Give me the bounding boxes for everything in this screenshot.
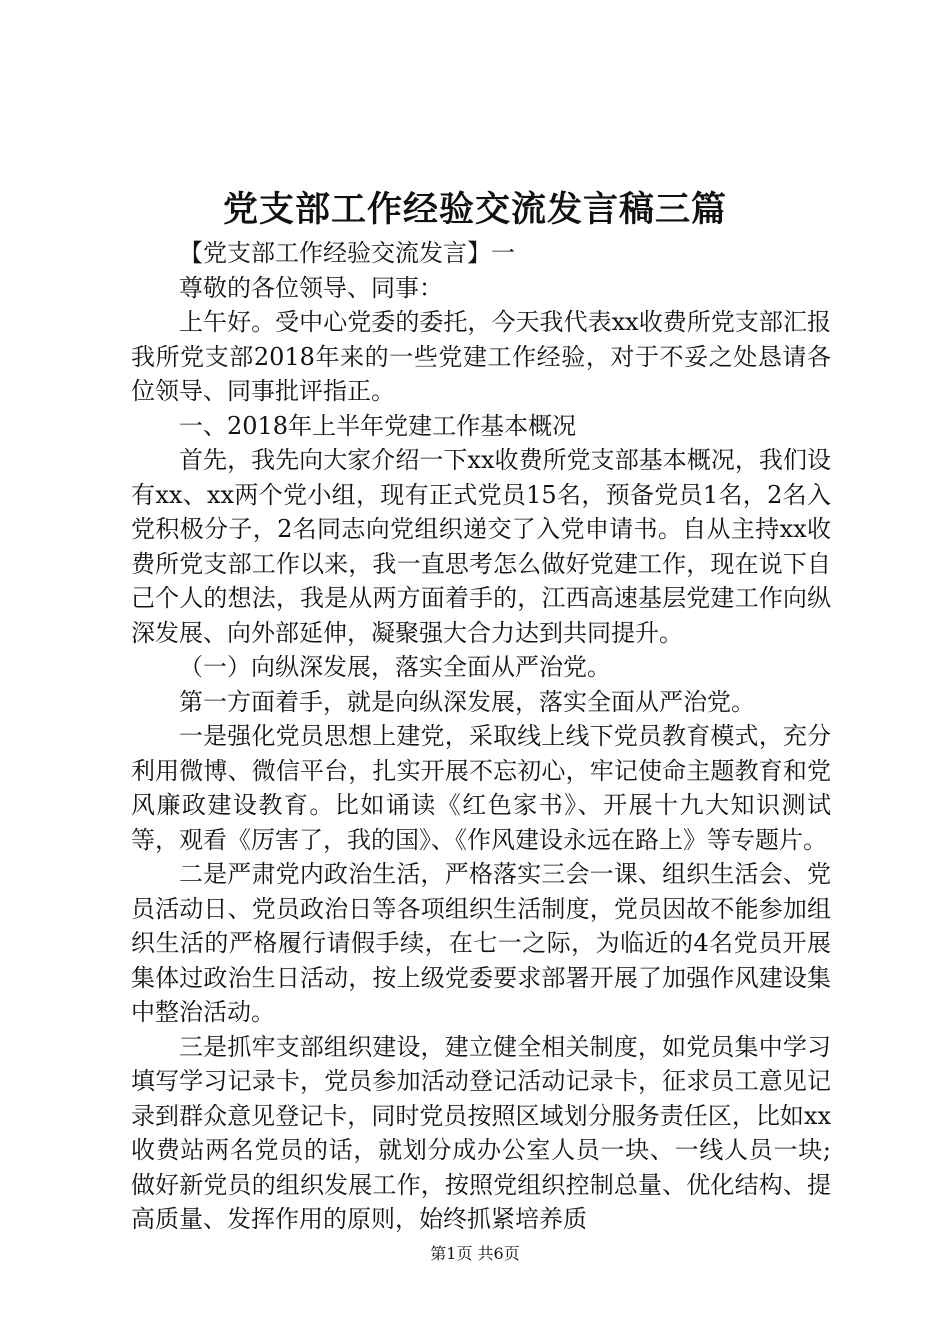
paragraph: 一是强化党员思想上建党，采取线上线下党员教育模式，充分利用微博、微信平台，扎实开展不忘初心，牢记使命主题教育和党风廉政建设教育。比如诵读《红色家书》、开展十九大知识测试等，观看《厉害了，我的国》、《作风建设永远在路上》等专题片。 (131, 722, 831, 854)
paragraph: 二是严肃党内政治生活，严格落实三会一课、组织生活会、党员活动日、党员政治日等各项组织生活制度，党员因故不能参加组织生活的严格履行请假手续，在七一之际，为临近的4名党员开展集体过政治生日活动，按上级党委要求部署开展了加强作风建设集中整治活动。 (131, 860, 831, 1026)
subsection-heading: （一）向纵深发展，落实全面从严治党。 (179, 653, 611, 681)
document-title: 党支部工作经验交流发言稿三篇 (222, 189, 727, 230)
paragraph: 第一方面着手，就是向纵深发展，落实全面从严治党。 (179, 687, 755, 716)
paragraph: 首先，我先向大家介绍一下xx收费所党支部基本概况，我们设有xx、xx两个党小组，现有正式党员15名，预备党员1名，2名入党积极分子，2名同志向党组织递交了入党申请书。自从主持xx收费所党支部工作以来，我一直思考怎么做好党建工作，现在说下自己个人的想法，我是从两方面着手的，江西高速基层党建工作向纵深发展、向外部延伸，凝聚强大合力达到共同提升。 (131, 446, 831, 647)
paragraph: 上午好。受中心党委的委托，今天我代表xx收费所党支部汇报我所党支部2018年来的一些党建工作经验，对于不妥之处恳请各位领导、同事批评指正。 (131, 308, 831, 405)
page-number-footer: 第1页 共6页 (430, 1244, 520, 1263)
paragraph: 【党支部工作经验交流发言】一 (179, 239, 515, 267)
document-body (131, 236, 831, 1237)
section-heading: 一、2018年上半年党建工作基本概况 (179, 411, 577, 440)
paragraph: 尊敬的各位领导、同事： (179, 273, 443, 302)
paragraph: 三是抓牢支部组织建设，建立健全相关制度，如党员集中学习填写学习记录卡，党员参加活动登记活动记录卡，征求员工意见记录到群众意见登记卡，同时党员按照区域划分服务责任区，比如xx收费站两名党员的话，就划分成办公室人员一块、一线人员一块;做好新党员的组织发展工作，按照党组织控制总量、优化结构、提高质量、发挥作用的原则，始终抓紧培养质 (131, 1032, 831, 1233)
